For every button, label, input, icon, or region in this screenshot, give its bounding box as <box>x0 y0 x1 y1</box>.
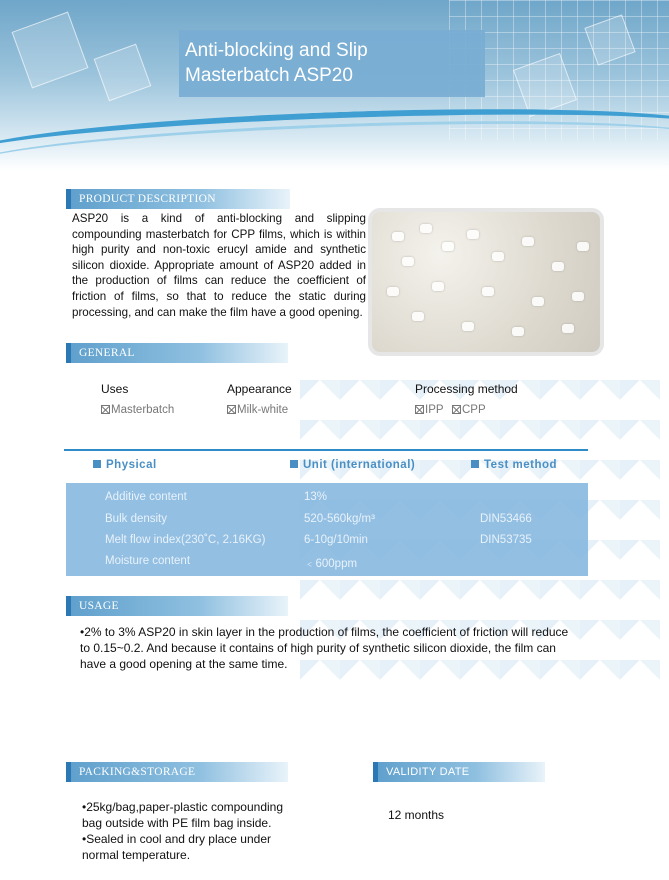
table-cell-property: Bulk density <box>105 513 168 525</box>
table-cell-method: DIN53735 <box>480 534 532 546</box>
table-cell-property: Moisture content <box>105 555 191 567</box>
product-photo <box>368 208 604 356</box>
processing-value-ipp: IPP <box>415 404 444 416</box>
section-usage <box>66 596 288 616</box>
pellet <box>462 322 474 331</box>
section-validity-date <box>373 762 545 782</box>
pellet <box>552 262 564 271</box>
pellet <box>577 242 589 251</box>
table-cell-property: Melt flow index(230˚C, 2.16KG) <box>105 534 266 546</box>
pellet <box>532 297 544 306</box>
section-title: GENERAL <box>79 347 135 359</box>
validity-value: 12 months <box>388 808 445 822</box>
pellet <box>522 237 534 246</box>
pellet <box>387 287 399 296</box>
section-title: USAGE <box>79 600 119 612</box>
table-header-line <box>64 449 588 451</box>
pellet <box>412 312 424 321</box>
pellet <box>562 324 574 333</box>
page-title-line2: Masterbatch ASP20 <box>185 65 353 86</box>
pellet <box>392 232 404 241</box>
uses-value: Masterbatch <box>101 404 174 416</box>
pellet <box>492 252 504 261</box>
section-title: VALIDITY DATE <box>386 766 470 778</box>
table-cell-value: ﹤600ppm <box>304 558 358 570</box>
table-cell-value: 13% <box>304 491 328 503</box>
checked-box-icon <box>227 405 236 414</box>
appearance-value: Milk-white <box>227 404 288 416</box>
checked-box-icon <box>452 405 461 414</box>
table-cell-value: 6-10g/10min <box>304 534 368 546</box>
pellet <box>420 224 432 233</box>
pellet <box>432 282 444 291</box>
pellet <box>402 257 414 266</box>
table-cell-property: Additive content <box>105 491 187 503</box>
processing-value-cpp: CPP <box>452 404 486 416</box>
header-cube-decoration <box>94 44 152 102</box>
packing-line-2: •Sealed in cool and dry place under normal temperature. <box>82 832 271 862</box>
packing-text <box>82 799 302 863</box>
pellet <box>442 242 454 251</box>
pellet <box>467 230 479 239</box>
table-cell-value: 520-560kg/m³ <box>304 513 375 525</box>
title-box <box>179 30 485 97</box>
usage-text: •2% to 3% ASP20 in skin layer in the production of films, the coefficient of friction will reduce to 0.15~0.2. And because it contains of high purity of synthetic silicon dioxide, the film can have a good opening at the same time. <box>80 625 569 671</box>
appearance-label: Appearance <box>227 382 292 396</box>
pellet <box>512 327 524 336</box>
uses-label: Uses <box>101 382 129 396</box>
page-title-line1: Anti-blocking and Slip <box>185 40 368 61</box>
checked-box-icon <box>415 405 424 414</box>
section-packing-storage <box>66 762 288 782</box>
pellet <box>572 292 584 301</box>
section-title: PRODUCT DESCRIPTION <box>79 193 216 205</box>
pellet <box>482 287 494 296</box>
processing-label: Processing method <box>415 382 518 396</box>
section-general <box>66 343 288 363</box>
section-product-description <box>66 189 290 209</box>
section-title: PACKING&STORAGE <box>79 766 196 778</box>
packing-line-1: •25kg/bag,paper-plastic compounding bag outside with PE film bag inside. <box>82 800 283 830</box>
header-cube-decoration <box>12 12 89 89</box>
checked-box-icon <box>101 405 110 414</box>
table-cell-method: DIN53466 <box>480 513 532 525</box>
table-header-physical: Physical <box>93 459 157 471</box>
table-header-unit: Unit (international) <box>290 459 415 471</box>
product-description-text: ASP20 is a kind of anti-blocking and slipping compounding masterbatch for CPP films, which is within high purity and non-toxic erucyl amide and synthetic silicon dioxide. Appropriate amount of ASP20 added in the production of films can reduce the coefficient of friction of films, so that to reduce the static during processing, and can make the film have a good opening. <box>72 212 366 319</box>
table-header-test-method: Test method <box>471 459 557 471</box>
